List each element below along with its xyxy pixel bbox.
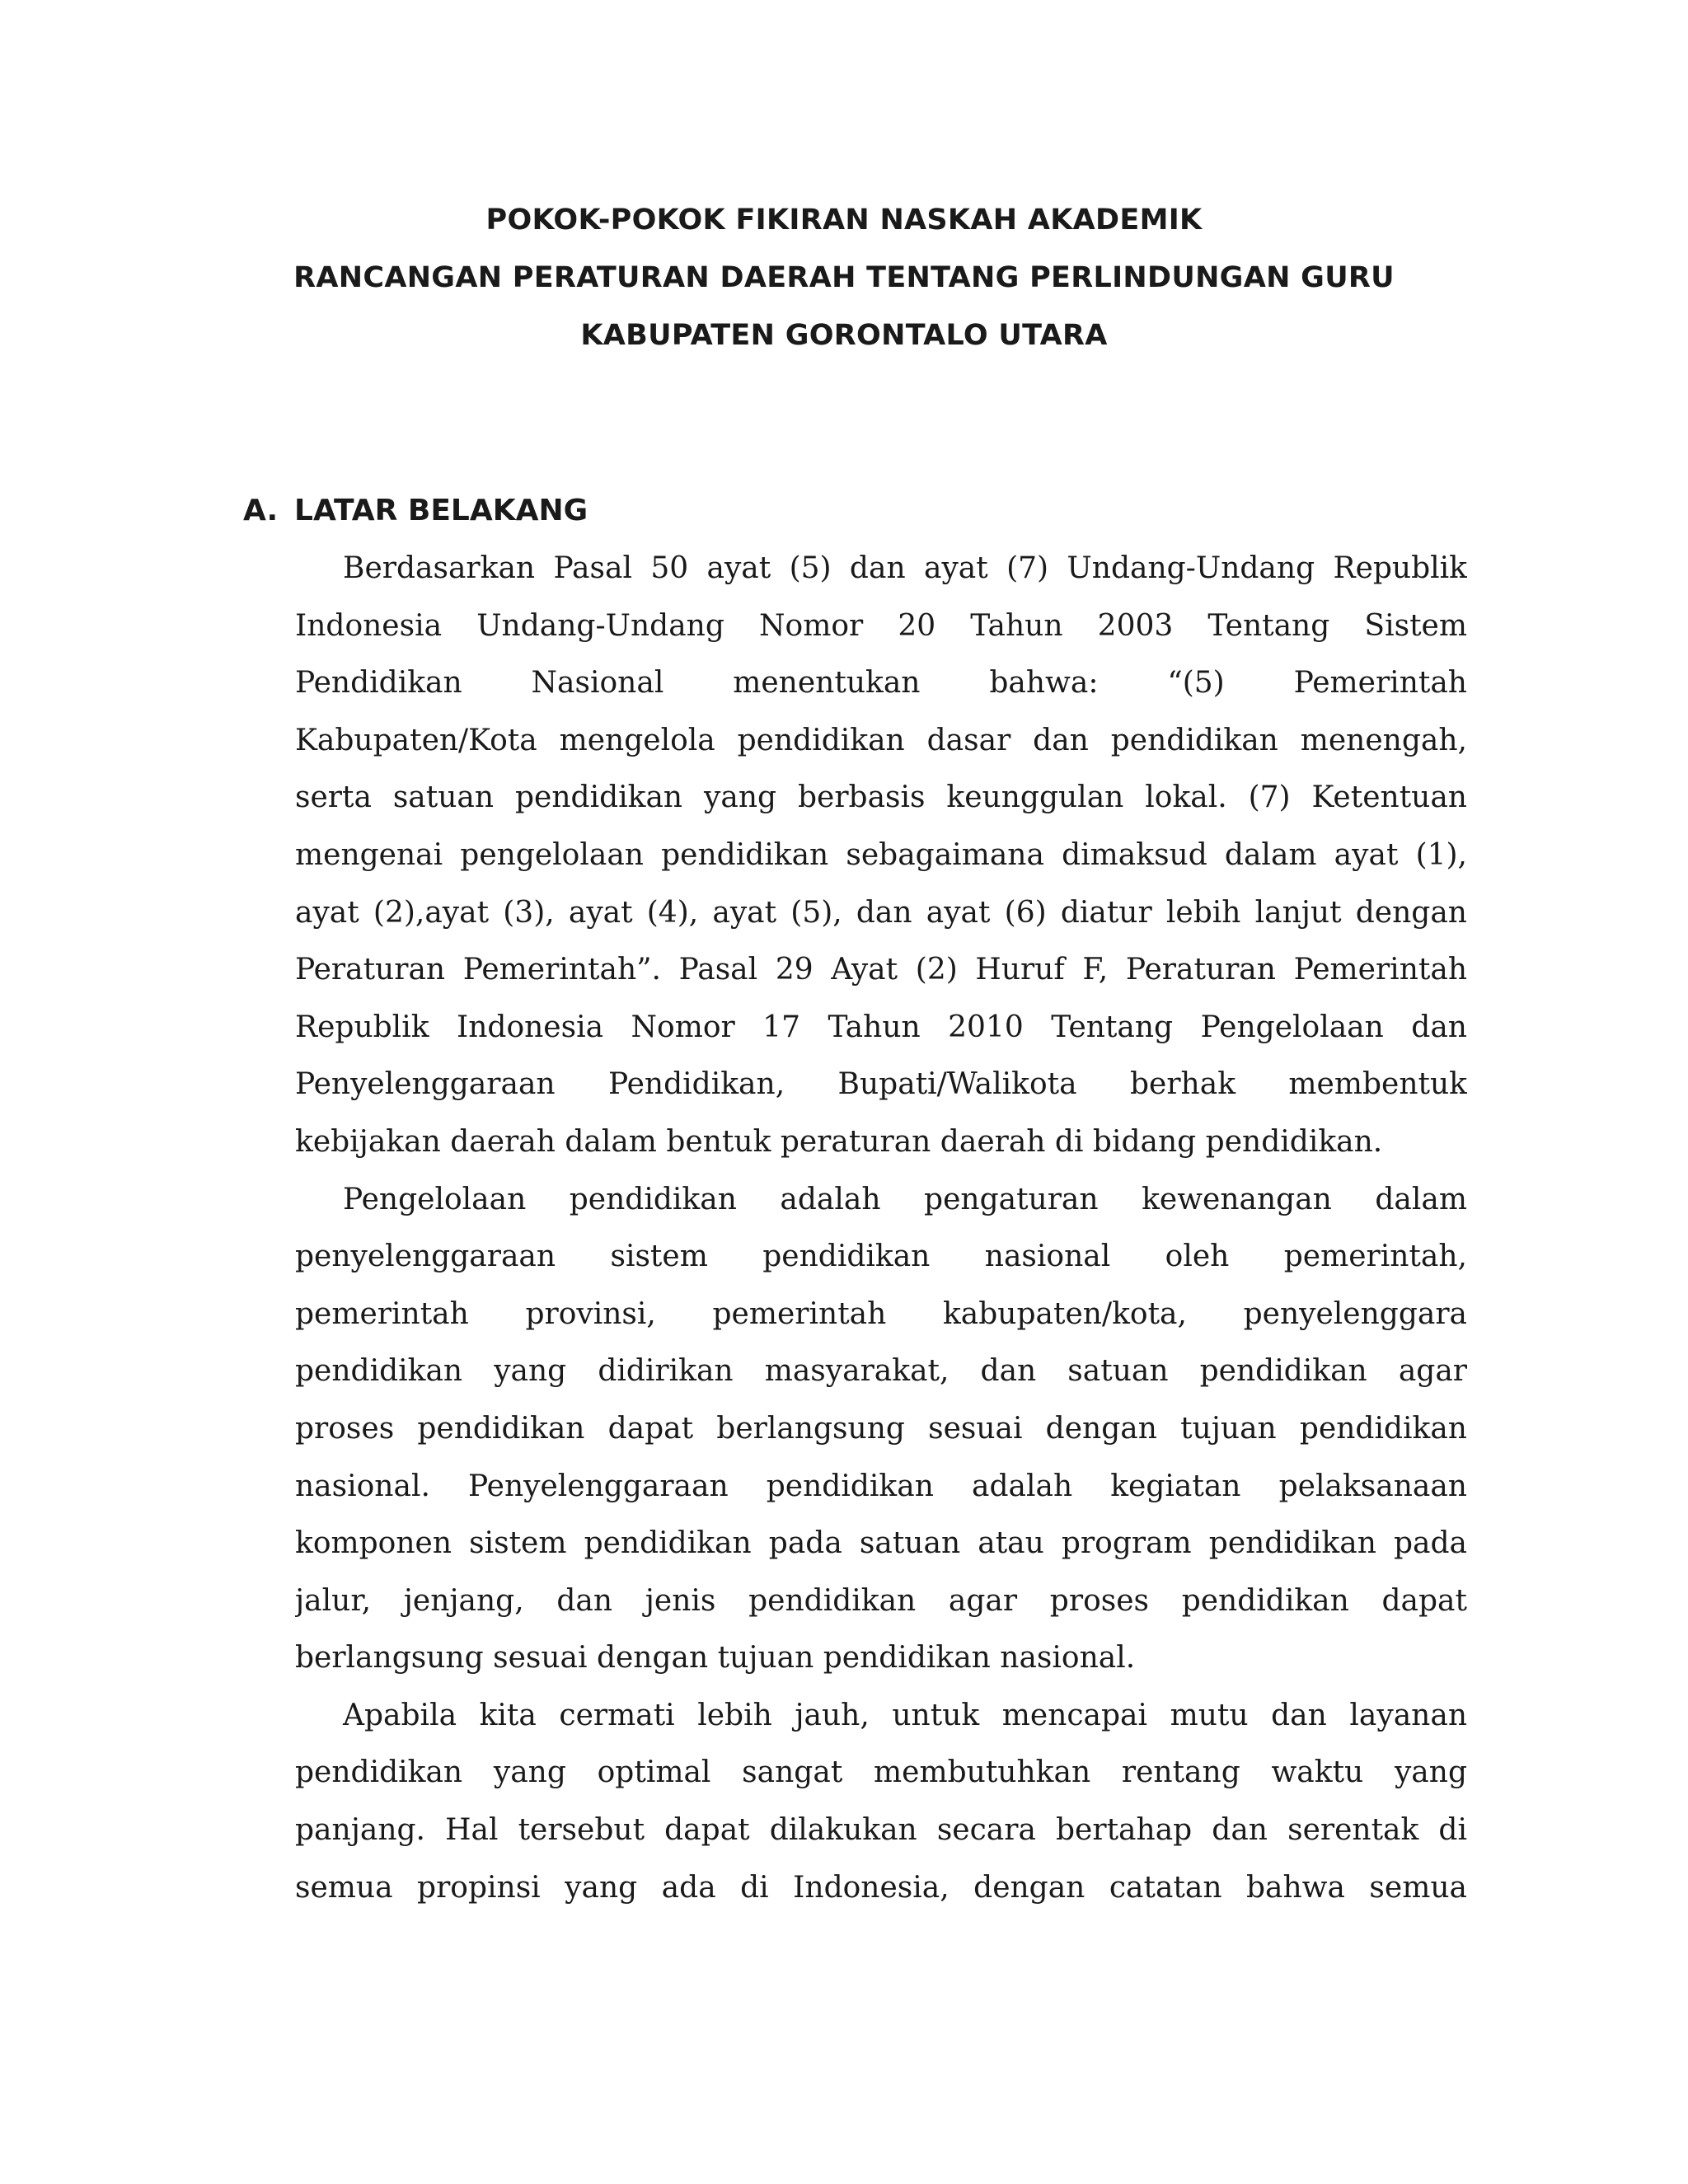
text-line: pendidikan yang didirikan masyarakat, dan satuan pendidikan agar [295, 1354, 1467, 1389]
text-line: Republik Indonesia Nomor 17 Tahun 2010 Tentang Pengelolaan dan [295, 1010, 1467, 1044]
text-line: Penyelenggaraan Pendidikan, Bupati/Walikota berhak membentuk [295, 1067, 1467, 1102]
text-line: Pendidikan Nasional menentukan bahwa: “(5) Pemerintah [295, 666, 1467, 701]
text-line: Pengelolaan pendidikan adalah pengaturan kewenangan dalam [343, 1182, 1467, 1216]
section-letter: A. [243, 494, 279, 527]
body-text [295, 540, 1467, 1916]
title-line-3: KABUPATEN GORONTALO UTARA [580, 319, 1108, 352]
text-line: Apabila kita cermati lebih jauh, untuk mencapai mutu dan layanan [343, 1698, 1467, 1732]
text-line: jalur, jenjang, dan jenis pendidikan agar proses pendidikan dapat [295, 1583, 1467, 1618]
text-line: serta satuan pendidikan yang berbasis keunggulan lokal. (7) Ketentuan [295, 780, 1467, 815]
title-line-2: RANCANGAN PERATURAN DAERAH TENTANG PERLINDUNGAN GURU [293, 261, 1395, 294]
text-line: berlangsung sesuai dengan tujuan pendidikan nasional. [295, 1641, 1136, 1675]
text-line: Berdasarkan Pasal 50 ayat (5) dan ayat (7) Undang-Undang Republik [343, 551, 1467, 585]
paragraph-2 [295, 1171, 1467, 1687]
text-line: nasional. Penyelenggaraan pendidikan adalah kegiatan pelaksanaan [295, 1469, 1467, 1503]
section-heading-text: LATAR BELAKANG [294, 494, 588, 527]
document-title [0, 191, 1688, 364]
text-line: pemerintah provinsi, pemerintah kabupaten/kota, penyelenggara [295, 1296, 1467, 1331]
text-line: mengenai pengelolaan pendidikan sebagaimana dimaksud dalam ayat (1), [295, 837, 1467, 872]
title-line-1: POKOK-POKOK FIKIRAN NASKAH AKADEMIK [485, 204, 1203, 237]
text-line: komponen sistem pendidikan pada satuan atau program pendidikan pada [295, 1526, 1467, 1561]
text-line: Indonesia Undang-Undang Nomor 20 Tahun 2003 Tentang Sistem [295, 608, 1467, 643]
paragraph-3 [295, 1687, 1467, 1916]
text-line: pendidikan yang optimal sangat membutuhkan rentang waktu yang [295, 1755, 1467, 1790]
text-line: proses pendidikan dapat berlangsung sesuai dengan tujuan pendidikan [295, 1411, 1467, 1446]
section-heading [243, 486, 588, 536]
text-line: kebijakan daerah dalam bentuk peraturan daerah di bidang pendidikan. [295, 1124, 1383, 1159]
text-line: ayat (2),ayat (3), ayat (4), ayat (5), dan ayat (6) diatur lebih lanjut dengan [295, 895, 1467, 930]
text-line: Kabupaten/Kota mengelola pendidikan dasar dan pendidikan menengah, [295, 723, 1467, 757]
text-line: panjang. Hal tersebut dapat dilakukan secara bertahap dan serentak di [295, 1813, 1467, 1848]
paragraph-1 [295, 540, 1467, 1171]
text-line: Peraturan Pemerintah”. Pasal 29 Ayat (2) Huruf F, Peraturan Pemerintah [295, 953, 1467, 987]
text-line: semua propinsi yang ada di Indonesia, dengan catatan bahwa semua [295, 1870, 1467, 1905]
text-line: penyelenggaraan sistem pendidikan nasional oleh pemerintah, [295, 1240, 1467, 1274]
